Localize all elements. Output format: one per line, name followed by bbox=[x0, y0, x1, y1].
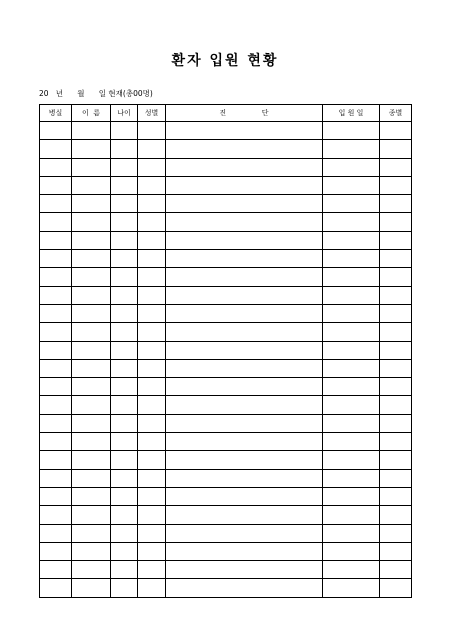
table-cell bbox=[72, 158, 111, 176]
table-row bbox=[40, 158, 412, 176]
table-cell bbox=[72, 341, 111, 359]
table-cell bbox=[166, 378, 323, 396]
table-cell bbox=[138, 304, 166, 322]
table-cell bbox=[111, 231, 138, 249]
table-cell bbox=[323, 140, 380, 158]
table-cell bbox=[40, 323, 72, 341]
table-cell bbox=[323, 323, 380, 341]
table-cell bbox=[323, 213, 380, 231]
table-cell bbox=[138, 231, 166, 249]
table-row bbox=[40, 140, 412, 158]
table-cell bbox=[166, 487, 323, 505]
table-cell bbox=[111, 140, 138, 158]
table-cell bbox=[323, 250, 380, 268]
table-cell bbox=[380, 176, 412, 194]
table-cell bbox=[40, 524, 72, 542]
table-cell bbox=[138, 451, 166, 469]
table-cell bbox=[111, 579, 138, 597]
table-cell bbox=[111, 378, 138, 396]
table-cell bbox=[111, 359, 138, 377]
table-cell bbox=[72, 433, 111, 451]
header-name: 이 름 bbox=[72, 105, 111, 122]
table-row bbox=[40, 414, 412, 432]
table-cell bbox=[138, 506, 166, 524]
table-cell bbox=[72, 286, 111, 304]
table-cell bbox=[323, 304, 380, 322]
patient-table bbox=[39, 104, 412, 598]
table-cell bbox=[40, 506, 72, 524]
table-cell bbox=[323, 359, 380, 377]
table-cell bbox=[111, 524, 138, 542]
table-cell bbox=[138, 359, 166, 377]
table-cell bbox=[40, 396, 72, 414]
table-cell bbox=[166, 506, 323, 524]
table-cell bbox=[111, 542, 138, 560]
table-cell bbox=[323, 268, 380, 286]
table-cell bbox=[72, 542, 111, 560]
table-cell bbox=[111, 213, 138, 231]
table-cell bbox=[138, 158, 166, 176]
table-cell bbox=[166, 433, 323, 451]
table-row bbox=[40, 378, 412, 396]
header-admission-date: 입 원 일 bbox=[323, 105, 380, 122]
table-cell bbox=[323, 414, 380, 432]
table-cell bbox=[380, 359, 412, 377]
table-cell bbox=[40, 561, 72, 579]
table-cell bbox=[323, 542, 380, 560]
table-cell bbox=[111, 414, 138, 432]
table-cell bbox=[138, 469, 166, 487]
table-cell bbox=[166, 524, 323, 542]
table-cell bbox=[72, 378, 111, 396]
table-cell bbox=[380, 506, 412, 524]
table-cell bbox=[138, 561, 166, 579]
table-cell bbox=[323, 433, 380, 451]
table-cell bbox=[111, 176, 138, 194]
table-cell bbox=[380, 286, 412, 304]
table-cell bbox=[72, 414, 111, 432]
table-cell bbox=[166, 122, 323, 140]
table-cell bbox=[111, 304, 138, 322]
header-sex: 성별 bbox=[138, 105, 166, 122]
table-cell bbox=[166, 195, 323, 213]
table-row bbox=[40, 579, 412, 597]
header-type: 종별 bbox=[380, 105, 412, 122]
table-row bbox=[40, 524, 412, 542]
table-cell bbox=[138, 579, 166, 597]
table-cell bbox=[166, 579, 323, 597]
table-cell bbox=[40, 176, 72, 194]
table-cell bbox=[323, 396, 380, 414]
table-cell bbox=[72, 561, 111, 579]
table-row bbox=[40, 561, 412, 579]
table-cell bbox=[40, 268, 72, 286]
table-cell bbox=[166, 561, 323, 579]
table-row bbox=[40, 451, 412, 469]
table-cell bbox=[166, 414, 323, 432]
table-cell bbox=[72, 140, 111, 158]
table-row bbox=[40, 433, 412, 451]
table-row bbox=[40, 487, 412, 505]
header-diagnosis: 진 단 bbox=[166, 105, 323, 122]
table-cell bbox=[166, 268, 323, 286]
table-cell bbox=[380, 195, 412, 213]
table-row bbox=[40, 122, 412, 140]
table-cell bbox=[166, 469, 323, 487]
table-cell bbox=[166, 140, 323, 158]
table-cell bbox=[166, 359, 323, 377]
table-cell bbox=[138, 213, 166, 231]
table-cell bbox=[72, 231, 111, 249]
table-cell bbox=[72, 396, 111, 414]
table-cell bbox=[40, 378, 72, 396]
table-cell bbox=[40, 140, 72, 158]
table-cell bbox=[111, 122, 138, 140]
table-cell bbox=[40, 341, 72, 359]
table-cell bbox=[380, 487, 412, 505]
table-cell bbox=[72, 469, 111, 487]
table-cell bbox=[380, 469, 412, 487]
table-cell bbox=[72, 323, 111, 341]
table-cell bbox=[323, 195, 380, 213]
table-cell bbox=[138, 396, 166, 414]
table-cell bbox=[111, 268, 138, 286]
table-cell bbox=[166, 323, 323, 341]
table-cell bbox=[111, 506, 138, 524]
table-cell bbox=[380, 396, 412, 414]
table-cell bbox=[72, 451, 111, 469]
table-cell bbox=[40, 195, 72, 213]
table-cell bbox=[111, 469, 138, 487]
table-cell bbox=[138, 524, 166, 542]
table-cell bbox=[72, 506, 111, 524]
table-cell bbox=[380, 122, 412, 140]
table-cell bbox=[380, 304, 412, 322]
table-row bbox=[40, 195, 412, 213]
table-cell bbox=[138, 195, 166, 213]
table-cell bbox=[72, 524, 111, 542]
table-cell bbox=[111, 451, 138, 469]
table-cell bbox=[40, 158, 72, 176]
table-cell bbox=[380, 268, 412, 286]
table-cell bbox=[380, 433, 412, 451]
table-row bbox=[40, 323, 412, 341]
table-cell bbox=[323, 378, 380, 396]
table-cell bbox=[166, 304, 323, 322]
table-cell bbox=[40, 433, 72, 451]
table-cell bbox=[40, 414, 72, 432]
table-cell bbox=[111, 286, 138, 304]
table-cell bbox=[72, 579, 111, 597]
table-cell bbox=[111, 433, 138, 451]
table-cell bbox=[40, 250, 72, 268]
table-cell bbox=[166, 250, 323, 268]
table-cell bbox=[72, 487, 111, 505]
table-cell bbox=[72, 304, 111, 322]
table-cell bbox=[323, 561, 380, 579]
table-cell bbox=[40, 213, 72, 231]
table-cell bbox=[380, 140, 412, 158]
table-cell bbox=[72, 122, 111, 140]
table-body bbox=[40, 122, 412, 598]
table-row bbox=[40, 286, 412, 304]
table-cell bbox=[111, 487, 138, 505]
table-cell bbox=[40, 304, 72, 322]
table-cell bbox=[40, 542, 72, 560]
table-cell bbox=[72, 195, 111, 213]
table-cell bbox=[40, 286, 72, 304]
table-row bbox=[40, 268, 412, 286]
table-cell bbox=[323, 341, 380, 359]
table-cell bbox=[111, 158, 138, 176]
table-cell bbox=[323, 176, 380, 194]
table-cell bbox=[138, 140, 166, 158]
table-row bbox=[40, 359, 412, 377]
table-row bbox=[40, 176, 412, 194]
table-cell bbox=[380, 414, 412, 432]
table-cell bbox=[72, 268, 111, 286]
header-age: 나이 bbox=[111, 105, 138, 122]
table-cell bbox=[380, 323, 412, 341]
table-cell bbox=[138, 414, 166, 432]
table-cell bbox=[380, 451, 412, 469]
table-cell bbox=[166, 341, 323, 359]
header-row bbox=[40, 105, 412, 122]
table-cell bbox=[380, 158, 412, 176]
table-cell bbox=[138, 341, 166, 359]
table-cell bbox=[323, 286, 380, 304]
table-cell bbox=[166, 286, 323, 304]
table-cell bbox=[111, 195, 138, 213]
table-row bbox=[40, 304, 412, 322]
table-cell bbox=[380, 378, 412, 396]
table-cell bbox=[111, 250, 138, 268]
table-row bbox=[40, 469, 412, 487]
table-cell bbox=[380, 341, 412, 359]
table-cell bbox=[138, 378, 166, 396]
table-cell bbox=[323, 158, 380, 176]
table-cell bbox=[138, 433, 166, 451]
table-cell bbox=[138, 286, 166, 304]
table-cell bbox=[323, 231, 380, 249]
table-cell bbox=[323, 506, 380, 524]
table-cell bbox=[380, 213, 412, 231]
table-cell bbox=[323, 122, 380, 140]
table-cell bbox=[138, 268, 166, 286]
table-cell bbox=[166, 542, 323, 560]
table-row bbox=[40, 506, 412, 524]
table-cell bbox=[72, 213, 111, 231]
table-cell bbox=[111, 323, 138, 341]
table-cell bbox=[380, 579, 412, 597]
table-cell bbox=[40, 487, 72, 505]
table-cell bbox=[111, 341, 138, 359]
date-line: 20 년 월 일 현재(총00명) bbox=[39, 89, 153, 98]
table-cell bbox=[323, 487, 380, 505]
document-title: 환자 입원 현황 bbox=[171, 53, 279, 69]
table-cell bbox=[72, 250, 111, 268]
table-row bbox=[40, 213, 412, 231]
table-cell bbox=[380, 250, 412, 268]
table-cell bbox=[72, 176, 111, 194]
table-cell bbox=[166, 213, 323, 231]
table-cell bbox=[111, 396, 138, 414]
table-row bbox=[40, 231, 412, 249]
table-cell bbox=[166, 176, 323, 194]
table-cell bbox=[380, 524, 412, 542]
table-cell bbox=[40, 359, 72, 377]
table-row bbox=[40, 341, 412, 359]
table-cell bbox=[380, 231, 412, 249]
table-cell bbox=[40, 469, 72, 487]
table-cell bbox=[380, 561, 412, 579]
table-cell bbox=[323, 451, 380, 469]
table-cell bbox=[380, 542, 412, 560]
table-cell bbox=[72, 359, 111, 377]
table-cell bbox=[166, 396, 323, 414]
table-cell bbox=[166, 231, 323, 249]
table-cell bbox=[138, 176, 166, 194]
table-cell bbox=[40, 231, 72, 249]
table-row bbox=[40, 250, 412, 268]
table-cell bbox=[323, 579, 380, 597]
table-cell bbox=[138, 487, 166, 505]
table-cell bbox=[166, 451, 323, 469]
table-row bbox=[40, 396, 412, 414]
table-row bbox=[40, 542, 412, 560]
table-cell bbox=[111, 561, 138, 579]
table-cell bbox=[138, 122, 166, 140]
table-cell bbox=[138, 323, 166, 341]
table-cell bbox=[138, 250, 166, 268]
table-cell bbox=[40, 122, 72, 140]
table-cell bbox=[323, 469, 380, 487]
table-cell bbox=[323, 524, 380, 542]
header-room: 병실 bbox=[40, 105, 72, 122]
table-cell bbox=[40, 579, 72, 597]
table-cell bbox=[138, 542, 166, 560]
table-cell bbox=[40, 451, 72, 469]
table-cell bbox=[166, 158, 323, 176]
